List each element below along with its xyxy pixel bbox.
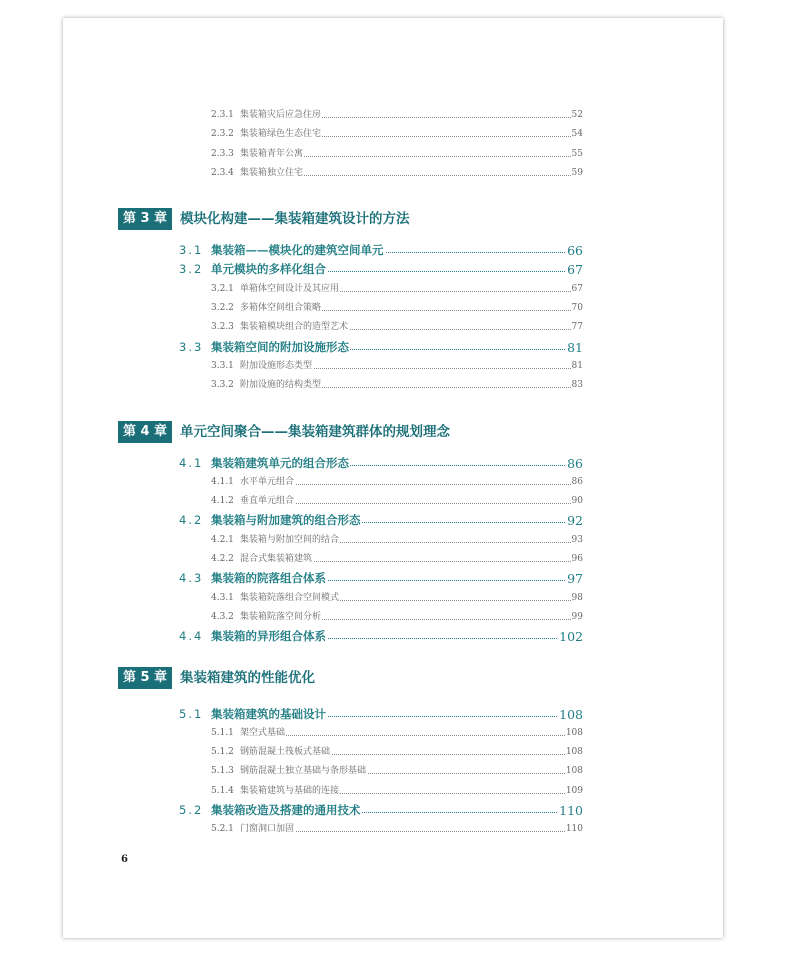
entry-page: 97 <box>566 569 583 588</box>
entry-number: 4.3.1 <box>211 592 234 603</box>
table-of-contents <box>63 106 723 840</box>
entry-page: 52 <box>571 106 583 125</box>
entry-number: 4.2.2 <box>211 554 234 565</box>
toc-subsection-entry[interactable] <box>63 820 723 839</box>
toc-section-entry[interactable] <box>63 705 723 724</box>
toc-subsection-entry[interactable] <box>63 589 723 608</box>
entry-number: 4.1 <box>179 455 204 470</box>
entry-number: 5.1.3 <box>211 766 234 777</box>
chapter-heading <box>63 208 723 230</box>
entry-page: 83 <box>571 376 583 395</box>
entry-title: 集装箱与附加建筑的组合形态 <box>211 511 362 530</box>
chapter-title: 单元空间聚合——集装箱建筑群体的规划理念 <box>180 423 450 440</box>
entry-page: 92 <box>566 511 583 530</box>
toc-section-entry[interactable] <box>63 569 723 588</box>
chapter-title: 模块化构建——集装箱建筑设计的方法 <box>180 211 410 228</box>
toc-subsection-entry[interactable] <box>63 473 723 492</box>
toc-subsection-entry[interactable] <box>63 724 723 743</box>
entry-page: 55 <box>571 145 583 164</box>
entry-number: 2.3.3 <box>211 148 234 159</box>
entry-page: 86 <box>566 454 583 473</box>
entry-page: 108 <box>565 762 583 781</box>
toc-subsection-entry[interactable] <box>63 125 723 144</box>
toc-subsection-entry[interactable] <box>63 608 723 627</box>
entry-title: 架空式基础 <box>240 724 286 743</box>
entry-title: 水平单元组合 <box>240 473 295 492</box>
entry-title: 钢筋混凝土筏板式基础 <box>240 743 331 762</box>
entry-title: 垂直单元组合 <box>240 492 295 511</box>
entry-page: 70 <box>571 299 583 318</box>
entry-number: 4.2 <box>179 513 204 528</box>
toc-subsection-entry[interactable] <box>63 357 723 376</box>
entry-number: 5.2.1 <box>211 824 234 835</box>
entry-title: 单箱体空间设计及其应用 <box>240 280 340 299</box>
entry-page: 86 <box>571 473 583 492</box>
entry-number: 5.2 <box>179 803 204 818</box>
entry-title: 集装箱——模块化的建筑空间单元 <box>211 241 385 260</box>
entry-title: 集装箱模块组合的造型艺术 <box>240 318 349 337</box>
entry-number: 5.1.4 <box>211 785 234 796</box>
entry-number: 3.2 <box>179 262 204 277</box>
entry-title: 钢筋混凝土独立基础与条形基础 <box>240 762 367 781</box>
entry-title: 附加设施的结构类型 <box>240 376 322 395</box>
entry-page: 108 <box>565 743 583 762</box>
toc-subsection-entry[interactable] <box>63 531 723 550</box>
toc-section-entry[interactable] <box>63 454 723 473</box>
chapter-label-badge: 第 4 章 <box>118 421 172 443</box>
entry-title: 单元模块的多样化组合 <box>211 260 327 279</box>
entry-page: 81 <box>571 357 583 376</box>
entry-page: 93 <box>571 531 583 550</box>
entry-number: 3.1 <box>179 243 204 258</box>
entry-title: 混合式集装箱建筑 <box>240 550 313 569</box>
entry-title: 多箱体空间组合策略 <box>240 299 322 318</box>
entry-page: 110 <box>565 820 583 839</box>
toc-subsection-entry[interactable] <box>63 376 723 395</box>
entry-number: 4.1.1 <box>211 476 234 487</box>
entry-page: 77 <box>571 318 583 337</box>
entry-number: 3.3.2 <box>211 380 234 391</box>
entry-title: 集装箱的异形组合体系 <box>211 627 327 646</box>
entry-page: 108 <box>565 724 583 743</box>
toc-subsection-entry[interactable] <box>63 299 723 318</box>
entry-title: 集装箱绿色生态住宅 <box>240 125 322 144</box>
entry-page: 109 <box>565 782 583 801</box>
chapter-title: 集装箱建筑的性能优化 <box>180 669 315 686</box>
entry-title: 集装箱的院落组合体系 <box>211 569 327 588</box>
entry-page: 108 <box>558 705 583 724</box>
entry-number: 4.3.2 <box>211 611 234 622</box>
toc-section-entry[interactable] <box>63 627 723 646</box>
entry-number: 4.2.1 <box>211 534 234 545</box>
entry-page: 54 <box>571 125 583 144</box>
entry-number: 5.1.1 <box>211 727 234 738</box>
entry-title: 门窗洞口加固 <box>240 820 295 839</box>
entry-title: 集装箱改造及搭建的通用技术 <box>211 801 362 820</box>
entry-number: 2.3.1 <box>211 110 234 120</box>
toc-section-entry[interactable] <box>63 511 723 530</box>
toc-subsection-entry[interactable] <box>63 782 723 801</box>
toc-subsection-entry[interactable] <box>63 762 723 781</box>
toc-subsection-entry[interactable] <box>63 106 723 125</box>
entry-page: 102 <box>558 627 583 646</box>
chapter-heading <box>63 667 723 689</box>
toc-section-entry[interactable] <box>63 260 723 279</box>
entry-title: 附加设施形态类型 <box>240 357 313 376</box>
page-number: 6 <box>121 854 128 865</box>
entry-title: 集装箱青年公寓 <box>240 145 304 164</box>
toc-section-entry[interactable] <box>63 241 723 260</box>
toc-section-entry[interactable] <box>63 338 723 357</box>
entry-title: 集装箱院落空间分析 <box>240 608 322 627</box>
entry-number: 4.1.2 <box>211 496 234 507</box>
entry-number: 2.3.2 <box>211 129 234 140</box>
toc-subsection-entry[interactable] <box>63 164 723 183</box>
chapter-label-badge: 第 3 章 <box>118 208 172 230</box>
entry-title: 集装箱灾后应急住房 <box>240 106 322 125</box>
toc-section-entry[interactable] <box>63 801 723 820</box>
entry-page: 66 <box>566 241 583 260</box>
entry-number: 5.1.2 <box>211 747 234 758</box>
entry-title: 集装箱独立住宅 <box>240 164 304 183</box>
toc-subsection-entry[interactable] <box>63 743 723 762</box>
entry-number: 4.4 <box>179 629 204 644</box>
entry-title: 集装箱建筑单元的组合形态 <box>211 454 350 473</box>
entry-title: 集装箱空间的附加设施形态 <box>211 338 350 357</box>
entry-page: 81 <box>566 338 583 357</box>
entry-number: 3.3.1 <box>211 360 234 371</box>
entry-page: 67 <box>566 260 583 279</box>
entry-title: 集装箱建筑与基础的连接 <box>240 782 340 801</box>
entry-number: 2.3.4 <box>211 167 234 178</box>
toc-subsection-entry[interactable] <box>63 550 723 569</box>
toc-subsection-entry[interactable] <box>63 318 723 337</box>
chapter-heading <box>63 421 723 443</box>
entry-page: 99 <box>571 608 583 627</box>
entry-number: 5.1 <box>179 706 204 721</box>
entry-title: 集装箱建筑的基础设计 <box>211 705 327 724</box>
entry-number: 3.2.2 <box>211 303 234 314</box>
entry-number: 4.3 <box>179 571 204 586</box>
entry-title: 集装箱与附加空间的结合 <box>240 531 340 550</box>
toc-subsection-entry[interactable] <box>63 492 723 511</box>
entry-page: 90 <box>571 492 583 511</box>
chapter-label-badge: 第 5 章 <box>118 667 172 689</box>
entry-number: 3.2.1 <box>211 283 234 294</box>
entry-title: 集装箱院落组合空间模式 <box>240 589 340 608</box>
entry-page: 67 <box>571 280 583 299</box>
entry-page: 59 <box>571 164 583 183</box>
toc-subsection-entry[interactable] <box>63 280 723 299</box>
dot-leader <box>240 735 581 736</box>
entry-page: 98 <box>571 589 583 608</box>
book-page <box>63 18 723 938</box>
entry-number: 3.2.3 <box>211 322 234 333</box>
entry-page: 110 <box>558 801 583 820</box>
toc-subsection-entry[interactable] <box>63 145 723 164</box>
entry-number: 3.3 <box>179 339 204 354</box>
entry-page: 96 <box>571 550 583 569</box>
